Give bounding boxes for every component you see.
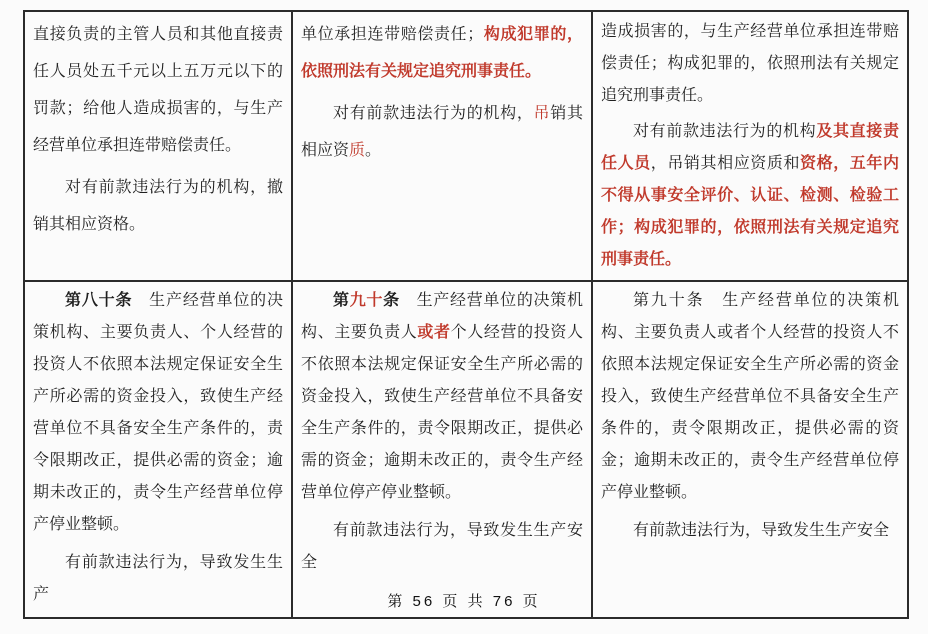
table-row xyxy=(24,11,908,281)
revision-text-run: 吊 xyxy=(533,105,551,122)
revision-text-run: 构成犯罪的，依照刑法有关规定追究刑事责任。 xyxy=(301,26,583,80)
text-run: 生产经营单位的决策机构、主要负责人 xyxy=(301,292,583,341)
paragraph xyxy=(301,285,583,509)
text-run: 销其相应资 xyxy=(301,105,583,159)
revision-text-run: 及其直接责任人员 xyxy=(601,123,899,172)
page-footer xyxy=(0,590,928,611)
paragraph xyxy=(601,16,899,112)
text-run: 第九十条 生产经营单位的决策机构、主要负责人或者个人经营的投资人不依照本法规定保证安全生产所必需的资金投入，致使生产经营单位不具备安全生产条件的，责令限期改正，提供必需的资金；逾期未改正的，责令生产经营单位停产停业整顿。 xyxy=(601,292,899,501)
text-run: 对有前款违法行为的机构，撤销其相应资格。 xyxy=(33,179,283,233)
table-cell-old-law xyxy=(24,11,292,281)
paragraph xyxy=(301,16,583,90)
paragraph xyxy=(301,515,583,579)
paragraph xyxy=(601,515,899,547)
text-run: ，吊销其相应资质和 xyxy=(650,155,801,172)
table-row xyxy=(24,281,908,618)
revision-text-run: 资格，五年内不得从事安全评价、认证、检测、检验工作；构成犯罪的，依照刑法有关规定追究刑事责任。 xyxy=(601,155,899,268)
text-run: 第八十条 xyxy=(65,292,133,309)
text-run: 造成损害的，与生产经营单位承担连带赔偿责任；构成犯罪的，依照刑法有关规定追究刑事责任。 xyxy=(601,23,899,104)
text-run: 条 xyxy=(383,292,400,309)
paragraph xyxy=(601,285,899,509)
paragraph xyxy=(33,169,283,243)
text-run: 直接负责的主管人员和其他直接责任人员处五千元以上五万元以下的罚款；给他人造成损害的，与生产经营单位承担连带赔偿责任。 xyxy=(33,26,283,154)
paragraph xyxy=(33,285,283,541)
text-run: 单位承担连带赔偿责任； xyxy=(301,26,484,43)
text-run: 。 xyxy=(365,142,382,159)
table-cell-old-law xyxy=(24,281,292,618)
page-number-label: 第 56 页 共 76 页 xyxy=(387,593,541,610)
revision-text-run: 九十 xyxy=(349,292,384,309)
text-run: 个人经营的投资人不依照本法规定保证安全生产所必需的资金投入，致使生产经营单位不具备安全生产条件的，责令限期改正，提供必需的资金；逾期未改正的，责令生产经营单位停产停业整顿。 xyxy=(301,324,583,501)
paragraph xyxy=(301,95,583,169)
text-run: 对有前款违法行为的机构， xyxy=(333,105,534,122)
text-run: 第 xyxy=(333,292,350,309)
paragraph xyxy=(33,16,283,164)
text-run: 有前款违法行为，导致发生生产安全 xyxy=(633,522,890,539)
text-run: 生产经营单位的决策机构、主要负责人、个人经营的投资人不依照本法规定保证安全生产所必需的资金投入，致使生产经营单位不具备安全生产条件的，责令限期改正，提供必需的资金；逾期未改正的，责令生产经营单位停产停业整顿。 xyxy=(33,292,283,533)
law-comparison-table xyxy=(23,10,909,619)
table-cell-amended-law xyxy=(292,281,592,618)
revision-text-run: 质 xyxy=(349,142,366,159)
table-cell-new-law xyxy=(592,11,908,281)
text-run: 对有前款违法行为的机构 xyxy=(633,123,817,140)
text-run: 有前款违法行为，导致发生生产 xyxy=(33,554,283,603)
table-cell-amended-law xyxy=(292,11,592,281)
revision-text-run: 或者 xyxy=(417,324,451,341)
paragraph xyxy=(601,116,899,276)
table-cell-new-law xyxy=(592,281,908,618)
text-run: 有前款违法行为，导致发生生产安全 xyxy=(301,522,583,571)
